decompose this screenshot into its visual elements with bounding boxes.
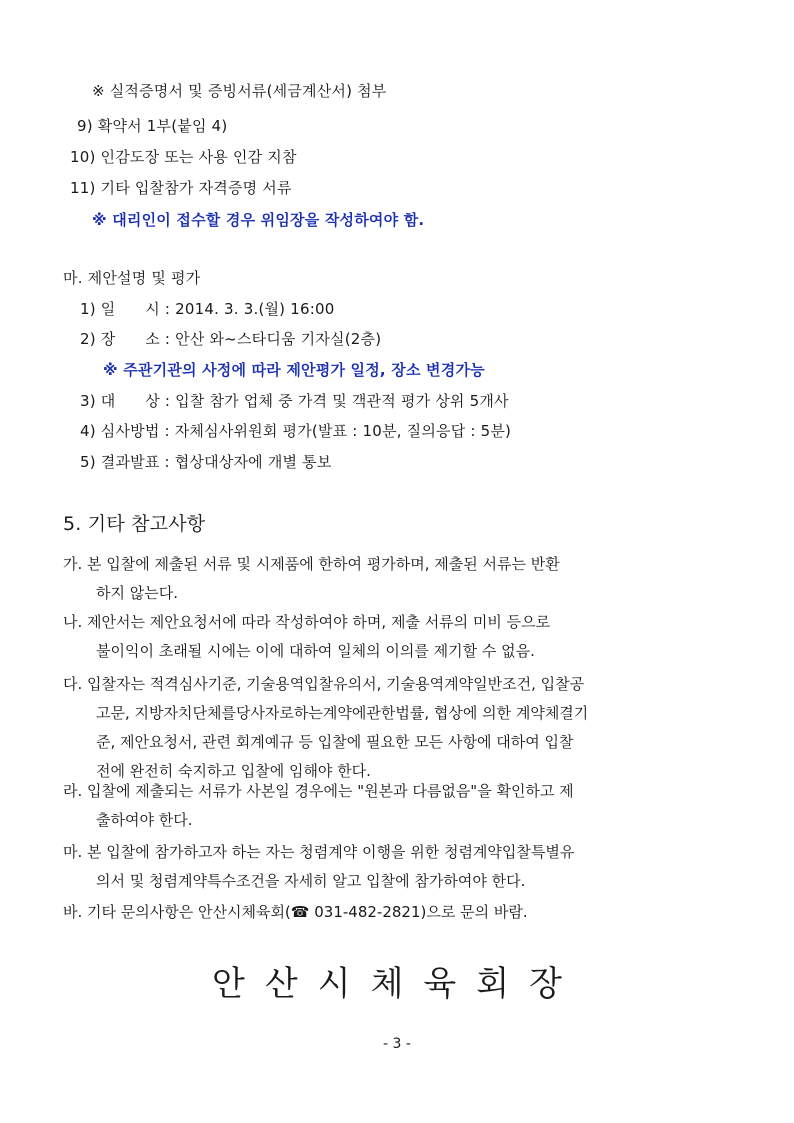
item-1-datetime: 1) 일 시 : 2014. 3. 3.(월) 16:00 — [80, 300, 335, 318]
para-ma-line-1: 마. 본 입찰에 참가하고자 하는 자는 청렴계약 이행을 위한 청렴계약입찰특별유 — [63, 843, 575, 861]
para-ga — [63, 550, 705, 608]
para-ga-line-2: 하지 않는다. — [96, 584, 178, 602]
para-da-line-1: 다. 입찰자는 적격심사기준, 기술용역입찰유의서, 기술용역계약일반조건, 입찰공 — [63, 675, 585, 693]
issuer-title: 안산시체육회장 — [212, 964, 582, 1004]
note-schedule-change: ※ 주관기관의 사정에 따라 제안평가 일정, 장소 변경가능 — [103, 361, 485, 379]
item-2-location: 2) 장 소 : 안산 와~스타디움 기자실(2층) — [80, 330, 382, 348]
para-ma — [63, 838, 705, 896]
para-ma-line-2: 의서 및 청렴계약특수조건을 자세히 알고 입찰에 참가하여야 한다. — [96, 872, 526, 890]
para-ra-line-2: 출하여야 한다. — [96, 811, 193, 829]
para-na-line-2: 불이익이 초래될 시에는 이에 대하여 일체의 이의를 제기할 수 없음. — [96, 642, 535, 660]
item-9-pledge: 9) 확약서 1부(붙임 4) — [77, 117, 228, 135]
item-4-method: 4) 심사방법 : 자체심사위원회 평가(발표 : 10분, 질의응답 : 5분) — [80, 422, 512, 440]
para-da-line-2: 고문, 지방자치단체를당사자로하는계약에관한법률, 협상에 의한 계약체결기 — [96, 704, 589, 722]
page-number: - 3 - — [383, 1036, 411, 1052]
para-da-line-3: 준, 제안요청서, 관련 회계예규 등 입찰에 필요한 모든 사항에 대하여 입찰 — [96, 733, 574, 751]
para-ba — [63, 898, 705, 927]
para-da — [63, 670, 705, 786]
para-ra — [63, 777, 705, 835]
item-3-target: 3) 대 상 : 입찰 참가 업체 중 가격 및 객관적 평가 상위 5개사 — [80, 392, 509, 410]
para-ra-line-1: 라. 입찰에 제출되는 서류가 사본일 경우에는 "원본과 다름없음"을 확인하고 제 — [63, 782, 574, 800]
item-10-seal: 10) 인감도장 또는 사용 인감 지참 — [70, 148, 297, 166]
section-ma-title: 마. 제안설명 및 평가 — [63, 269, 201, 287]
para-ba-line-1: 바. 기타 문의사항은 안산시체육회(☎ 031-482-2821)으로 문의 바람. — [63, 903, 528, 921]
section-5-heading: 5. 기타 참고사항 — [63, 513, 206, 535]
para-da-line-4: 전에 완전히 숙지하고 입찰에 임해야 한다. — [96, 762, 371, 780]
note-proxy: ※ 대리인이 접수할 경우 위임장을 작성하여야 함. — [92, 211, 425, 229]
para-na — [63, 608, 705, 666]
para-ga-line-1: 가. 본 입찰에 제출된 서류 및 시제품에 한하여 평가하며, 제출된 서류는 반환 — [63, 555, 560, 573]
item-5-result: 5) 결과발표 : 협상대상자에 개별 통보 — [80, 453, 332, 471]
note-certificate: ※ 실적증명서 및 증빙서류(세금계산서) 첨부 — [92, 82, 387, 100]
para-na-line-1: 나. 제안서는 제안요청서에 따라 작성하여야 하며, 제출 서류의 미비 등으로 — [63, 613, 551, 631]
item-11-documents: 11) 기타 입찰참가 자격증명 서류 — [70, 179, 292, 197]
